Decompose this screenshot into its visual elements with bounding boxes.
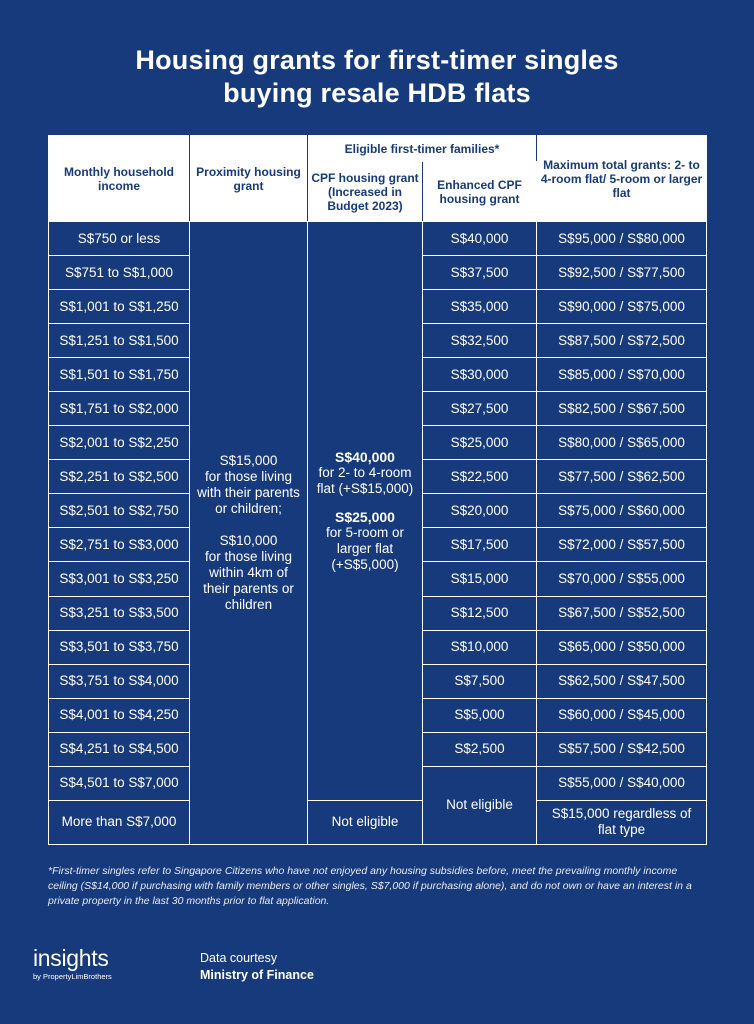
- enhanced-cell: S$27,500: [423, 392, 537, 426]
- enhanced-not-eligible: Not eligible: [423, 766, 537, 844]
- income-cell: S$4,001 to S$4,250: [49, 698, 190, 732]
- footnote: *First-timer singles refer to Singapore Citizens who have not enjoyed any housing subsidies before, meet the prevailing monthly income ceiling (S$14,000 if purchasing with family members or other singles, S$7,000 if purchasing alone), and do not own or have an interest in a private property in the last 30 months prior to flat application.: [48, 865, 692, 907]
- title-line-2: buying resale HDB flats: [223, 78, 531, 108]
- cpf-a-text: for 2- to 4-room flat (+S$15,000): [316, 464, 414, 496]
- income-cell: S$4,251 to S$4,500: [49, 732, 190, 766]
- max-cell: S$90,000 / S$75,000: [537, 290, 707, 324]
- max-cell: S$62,500 / S$47,500: [537, 664, 707, 698]
- max-cell: S$85,000 / S$70,000: [537, 358, 707, 392]
- data-credit: [200, 950, 314, 984]
- income-cell: More than S$7,000: [49, 800, 190, 844]
- cpf-b-text: for 5-room or larger flat (+S$5,000): [325, 524, 405, 572]
- cpf-b-amount: S$25,000: [335, 508, 395, 525]
- max-cell: S$60,000 / S$45,000: [537, 698, 707, 732]
- income-cell: S$2,251 to S$2,500: [49, 460, 190, 494]
- cpf-cell: [308, 222, 423, 801]
- insights-logo: [33, 946, 112, 981]
- income-cell: S$2,501 to S$2,750: [49, 494, 190, 528]
- enhanced-cell: S$25,000: [423, 426, 537, 460]
- logo-sub: by PropertyLimBrothers: [33, 972, 112, 981]
- income-cell: S$4,501 to S$7,000: [49, 766, 190, 800]
- enhanced-cell: S$2,500: [423, 732, 537, 766]
- enhanced-cell: S$35,000: [423, 290, 537, 324]
- max-cell: S$57,500 / S$42,500: [537, 732, 707, 766]
- header-max: Maximum total grants: 2- to 4-room flat/ 5-room or larger flat: [537, 136, 707, 222]
- income-cell: S$3,751 to S$4,000: [49, 664, 190, 698]
- max-cell: S$80,000 / S$65,000: [537, 426, 707, 460]
- enhanced-cell: S$12,500: [423, 596, 537, 630]
- page-title: [0, 44, 754, 110]
- income-cell: S$1,251 to S$1,500: [49, 324, 190, 358]
- max-cell: S$82,500 / S$67,500: [537, 392, 707, 426]
- income-cell: S$2,001 to S$2,250: [49, 426, 190, 460]
- proximity-a-amount: S$15,000: [219, 453, 278, 468]
- enhanced-cell: S$17,500: [423, 528, 537, 562]
- grants-table: [48, 135, 707, 845]
- enhanced-cell: S$10,000: [423, 630, 537, 664]
- enhanced-cell: S$5,000: [423, 698, 537, 732]
- proximity-b-amount: S$10,000: [219, 533, 278, 548]
- max-cell: S$65,000 / S$50,000: [537, 630, 707, 664]
- income-cell: S$3,251 to S$3,500: [49, 596, 190, 630]
- credit-line-2: Ministry of Finance: [200, 968, 314, 982]
- max-cell: S$55,000 / S$40,000: [537, 766, 707, 800]
- max-cell: S$70,000 / S$55,000: [537, 562, 707, 596]
- income-cell: S$751 to S$1,000: [49, 256, 190, 290]
- income-cell: S$1,001 to S$1,250: [49, 290, 190, 324]
- proximity-b-text: for those living within 4km of their parents or children: [203, 549, 294, 612]
- income-cell: S$750 or less: [49, 222, 190, 256]
- max-cell: S$87,500 / S$72,500: [537, 324, 707, 358]
- enhanced-cell: S$7,500: [423, 664, 537, 698]
- header-cpf: CPF housing grant (Increased in Budget 2023): [308, 162, 423, 222]
- header-eligible-group: Eligible first-timer families*: [308, 136, 537, 162]
- header-enhanced: Enhanced CPF housing grant: [423, 162, 537, 222]
- enhanced-cell: S$30,000: [423, 358, 537, 392]
- income-cell: S$3,001 to S$3,250: [49, 562, 190, 596]
- enhanced-cell: S$37,500: [423, 256, 537, 290]
- header-income: Monthly household income: [49, 136, 190, 222]
- credit-line-1: Data courtesy: [200, 951, 278, 965]
- income-cell: S$3,501 to S$3,750: [49, 630, 190, 664]
- income-cell: S$1,501 to S$1,750: [49, 358, 190, 392]
- logo-word: insights: [33, 945, 109, 971]
- cpf-not-eligible: Not eligible: [308, 800, 423, 844]
- max-cell: S$75,000 / S$60,000: [537, 494, 707, 528]
- income-cell: S$1,751 to S$2,000: [49, 392, 190, 426]
- max-cell: S$72,000 / S$57,500: [537, 528, 707, 562]
- proximity-a-text: for those living with their parents or children;: [197, 469, 300, 516]
- enhanced-cell: S$32,500: [423, 324, 537, 358]
- enhanced-cell: S$22,500: [423, 460, 537, 494]
- table-row: [49, 800, 707, 844]
- max-cell: S$77,500 / S$62,500: [537, 460, 707, 494]
- max-cell: S$15,000 regardless of flat type: [537, 800, 707, 844]
- max-cell: S$92,500 / S$77,500: [537, 256, 707, 290]
- enhanced-cell: S$40,000: [423, 222, 537, 256]
- income-cell: S$2,751 to S$3,000: [49, 528, 190, 562]
- cpf-a-amount: S$40,000: [335, 448, 395, 465]
- table-row: [49, 222, 707, 256]
- title-line-1: Housing grants for first-timer singles: [135, 45, 619, 75]
- max-cell: S$67,500 / S$52,500: [537, 596, 707, 630]
- max-cell: S$95,000 / S$80,000: [537, 222, 707, 256]
- enhanced-cell: S$20,000: [423, 494, 537, 528]
- header-proximity: Proximity housing grant: [190, 136, 308, 222]
- enhanced-cell: S$15,000: [423, 562, 537, 596]
- proximity-cell: [190, 222, 308, 845]
